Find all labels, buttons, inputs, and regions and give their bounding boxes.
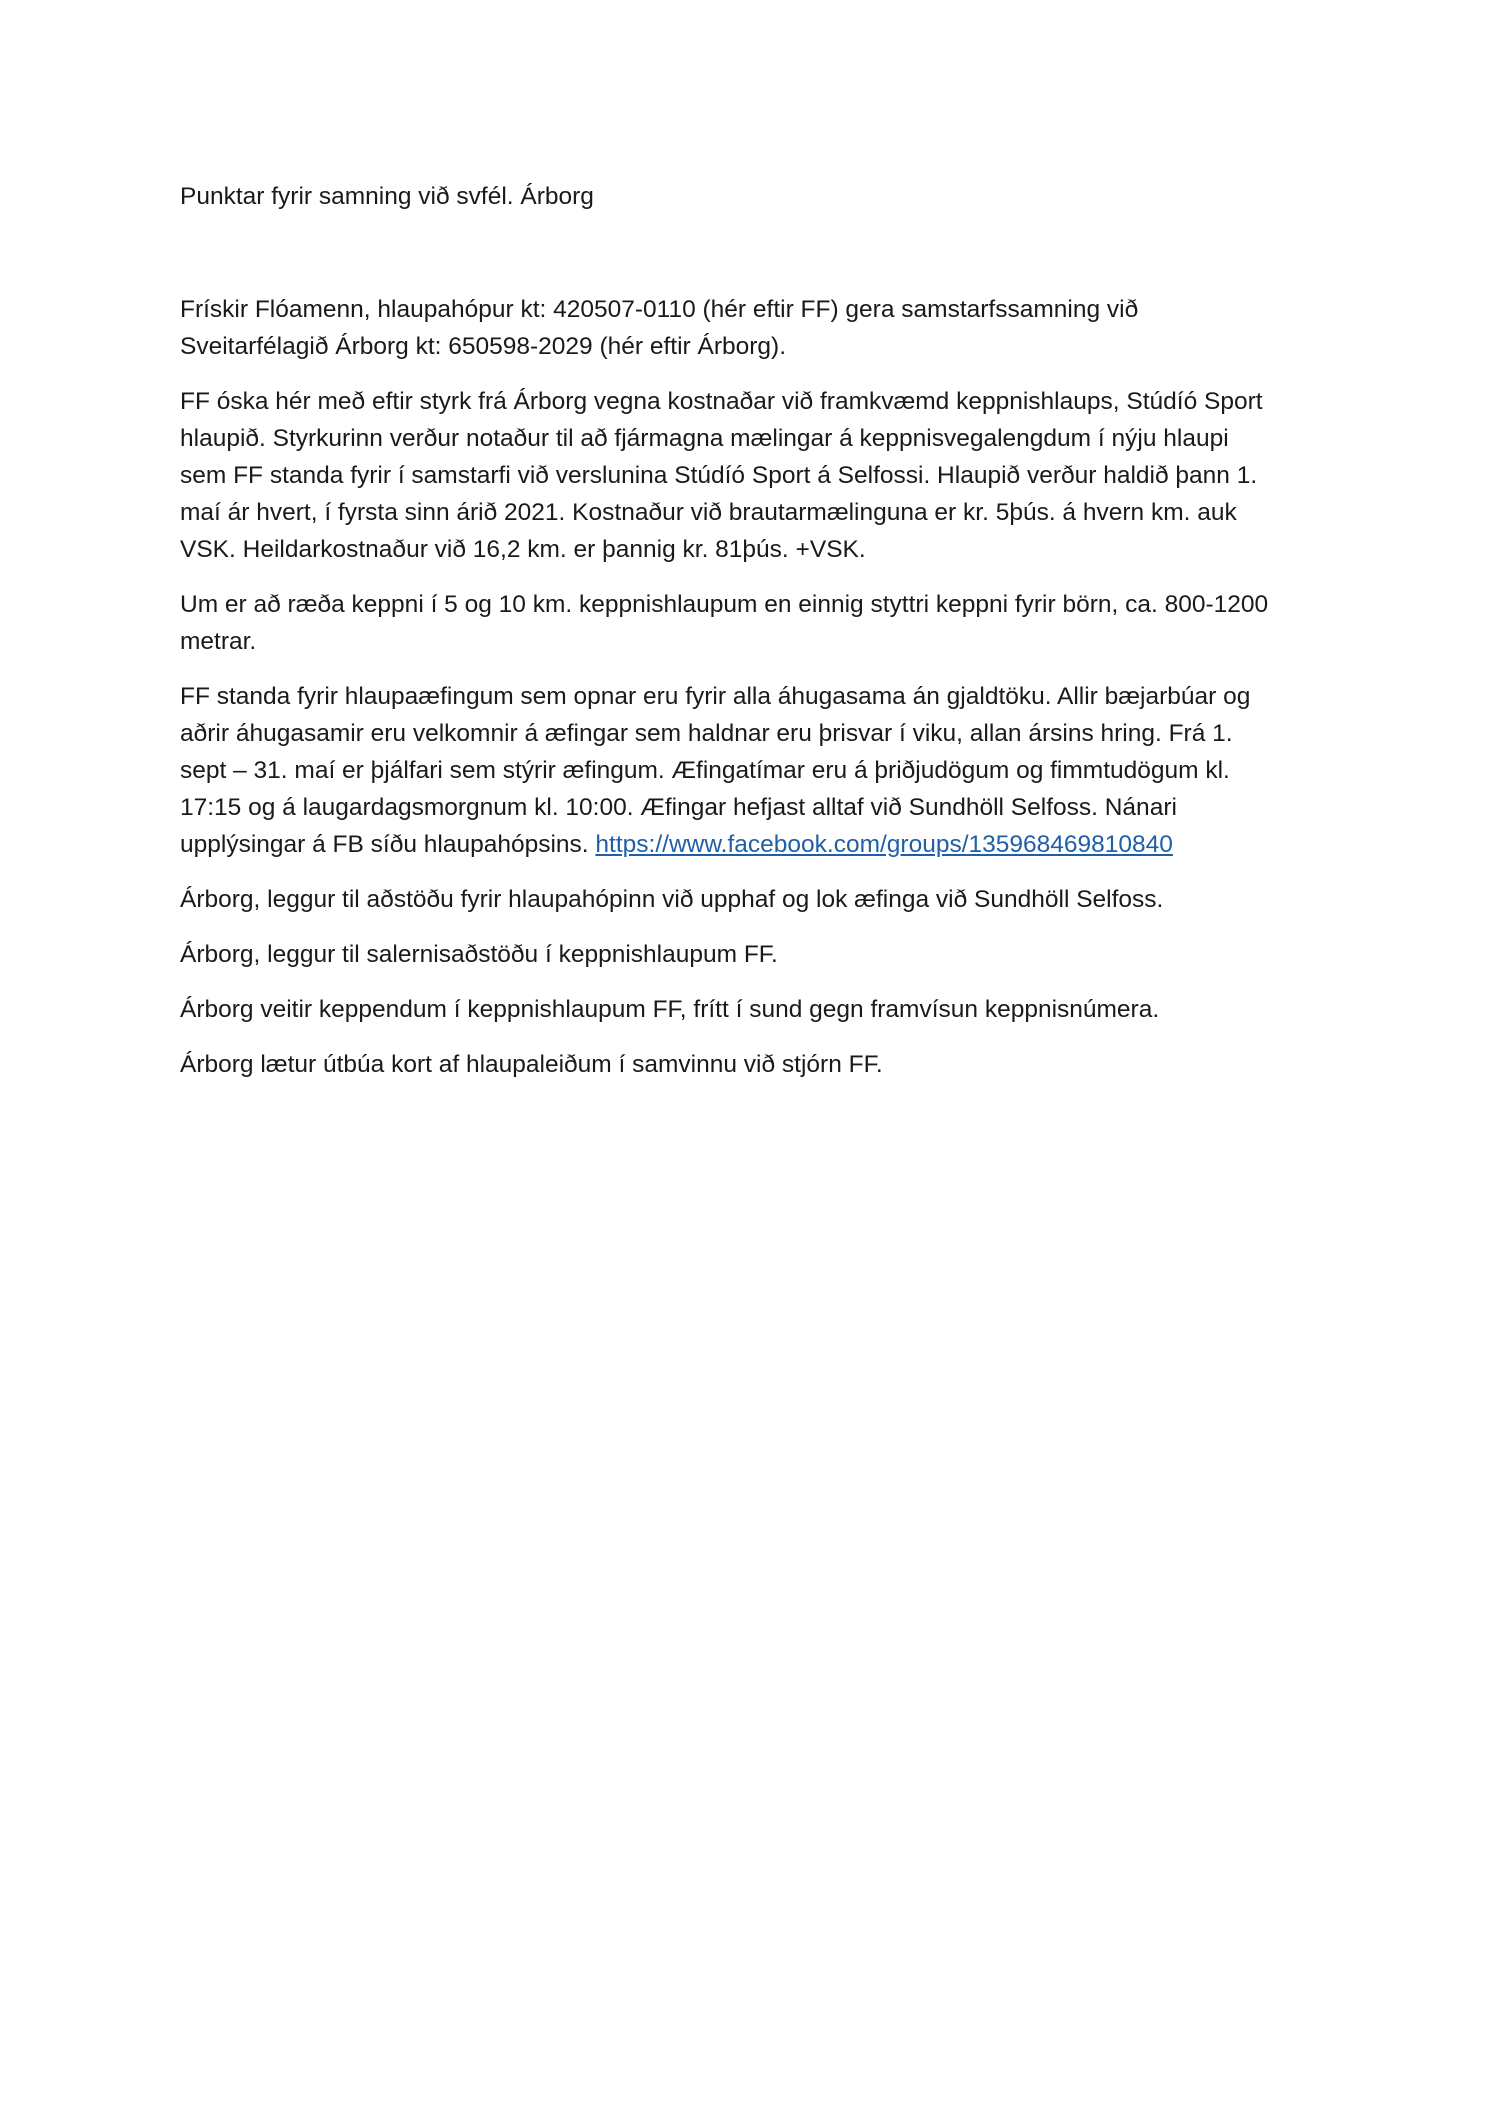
text-line: Árborg veitir keppendum í keppnishlaupum FF, frítt í sund gegn framvísun keppnisnúmera. xyxy=(180,996,1160,1023)
paragraph-route-maps xyxy=(180,1046,1330,1083)
paragraph-facilities xyxy=(180,881,1330,918)
document-body xyxy=(180,178,1330,1101)
text-line: Árborg lætur útbúa kort af hlaupaleiðum í samvinnu við stjórn FF. xyxy=(180,1051,883,1078)
text-line: aðrir áhugasamir eru velkomnir á æfingar sem haldnar eru þrisvar í viku, allan ársins hring. Frá 1. xyxy=(180,720,1233,747)
paragraph-parties xyxy=(180,291,1330,365)
text-line-with-link xyxy=(180,826,1330,863)
paragraph-grant-request xyxy=(180,383,1330,568)
text-line: 17:15 og á laugardagsmorgnum kl. 10:00. Æfingar hefjast alltaf við Sundhöll Selfoss. Nánari xyxy=(180,794,1177,821)
paragraph-free-swim xyxy=(180,991,1330,1028)
text-line: sem FF standa fyrir í samstarfi við verslunina Stúdíó Sport á Selfossi. Hlaupið verður haldið þann 1. xyxy=(180,462,1258,489)
text-line: Um er að ræða keppni í 5 og 10 km. keppnishlaupum en einnig styttri keppni fyrir börn, ca. 800-1200 xyxy=(180,591,1269,618)
text-line: maí ár hvert, í fyrsta sinn árið 2021. Kostnaður við brautarmælinguna er kr. 5þús. á hvern km. auk xyxy=(180,499,1237,526)
facebook-group-link[interactable]: https://www.facebook.com/groups/135968469810840 xyxy=(595,831,1173,858)
text-line: FF standa fyrir hlaupaæfingum sem opnar eru fyrir alla áhugasama án gjaldtöku. Allir bæjarbúar og xyxy=(180,683,1251,710)
paragraph-restrooms xyxy=(180,936,1330,973)
text-line: VSK. Heildarkostnaður við 16,2 km. er þannig kr. 81þús. +VSK. xyxy=(180,536,866,563)
paragraph-training-sessions xyxy=(180,678,1330,863)
text-line: sept – 31. maí er þjálfari sem stýrir æfingum. Æfingatímar eru á þriðjudögum og fimmtudögum kl. xyxy=(180,757,1230,784)
text-line: metrar. xyxy=(180,628,257,655)
paragraph-race-distances xyxy=(180,586,1330,660)
text-line: hlaupið. Styrkurinn verður notaður til að fjármagna mælingar á keppnisvegalengdum í nýju hlaupi xyxy=(180,425,1229,452)
text-line: Frískir Flóamenn, hlaupahópur kt: 420507-0110 (hér eftir FF) gera samstarfssamning við xyxy=(180,296,1139,323)
document-title: Punktar fyrir samning við svfél. Árborg xyxy=(180,183,594,210)
text-line: FF óska hér með eftir styrk frá Árborg vegna kostnaðar við framkvæmd keppnishlaups, Stúdíó Sport xyxy=(180,388,1263,415)
text-line: Árborg, leggur til salernisaðstöðu í keppnishlaupum FF. xyxy=(180,941,778,968)
text-line: Sveitarfélagið Árborg kt: 650598-2029 (hér eftir Árborg). xyxy=(180,333,787,360)
link-prefix-text: upplýsingar á FB síðu hlaupahópsins. xyxy=(180,831,596,858)
text-line: Árborg, leggur til aðstöðu fyrir hlaupahópinn við upphaf og lok æfinga við Sundhöll Selfoss. xyxy=(180,886,1164,913)
